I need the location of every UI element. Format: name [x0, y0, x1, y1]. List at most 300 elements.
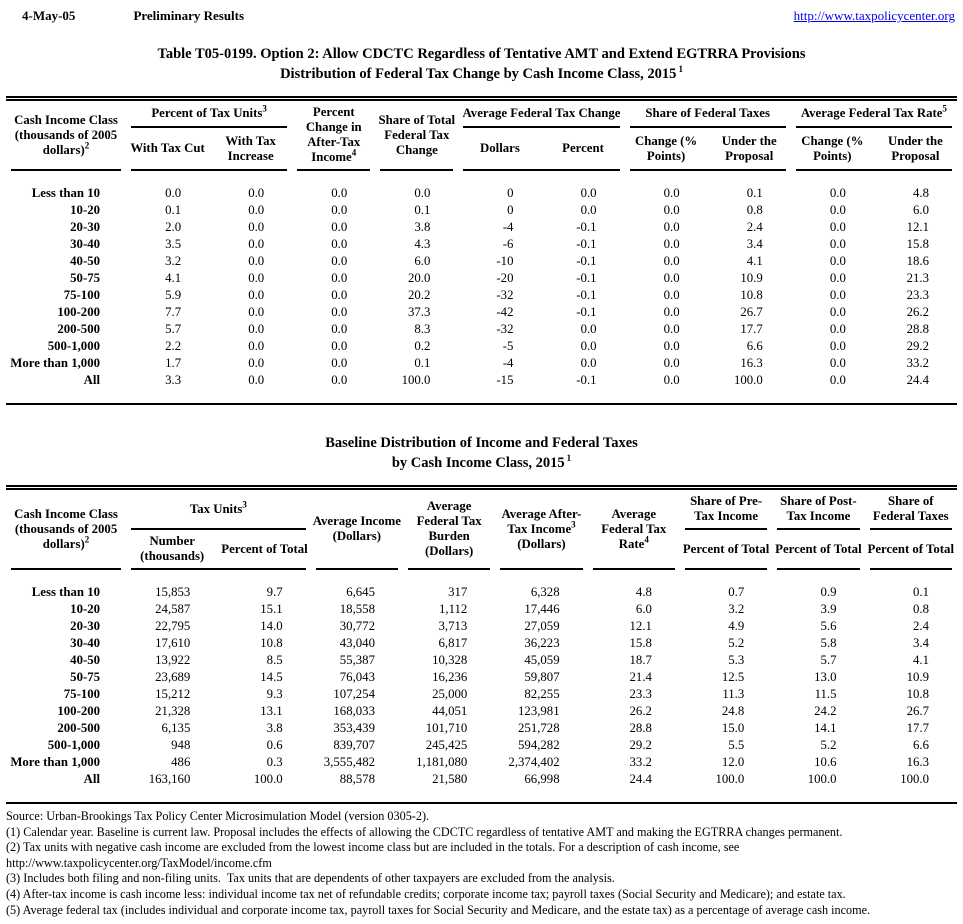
cell-value: 3.8 [266, 721, 283, 735]
page-header [6, 6, 957, 24]
cell-value: -15 [496, 373, 514, 387]
cell-value: 0.0 [331, 186, 348, 200]
cell-value: 5.9 [165, 288, 182, 302]
cell-value: 5.5 [728, 738, 745, 752]
table-row [6, 355, 957, 372]
table1-title-line1: Table T05-0199. Option 2: Allow CDCTC Regardless of Tentative AMT and Extend EGTRRA Provisions [157, 46, 806, 62]
row-label: 20-30 [70, 220, 100, 234]
baseline-distribution-table-header [6, 488, 957, 571]
cell-value: 8.5 [266, 653, 283, 667]
federal-tax-change-table-header [6, 99, 957, 172]
cell-value: 100.0 [900, 772, 929, 786]
taxpolicycenter-link[interactable]: http://www.taxpolicycenter.org [793, 8, 955, 23]
cell-value: 486 [171, 755, 191, 769]
cell-value: -5 [502, 339, 514, 353]
row-label: 10-20 [70, 602, 101, 616]
row-label: 100-200 [57, 704, 101, 718]
cell-value: 15,853 [155, 585, 191, 599]
cell-value: 0.0 [580, 322, 597, 336]
cell-value: 29.2 [629, 738, 652, 752]
cell-value: 4.1 [746, 254, 763, 268]
cell-value: 0.0 [829, 356, 846, 370]
cell-value: 14.5 [260, 670, 283, 684]
cell-value: 0 [507, 203, 514, 217]
row-label: 200-500 [57, 721, 101, 735]
cell-value: -0.1 [576, 237, 597, 251]
cell-value: 76,043 [339, 670, 375, 684]
cell-value: 0.8 [746, 203, 763, 217]
cell-value: 4.8 [913, 186, 929, 200]
cell-value: -0.1 [576, 220, 597, 234]
cell-value: 100.0 [715, 772, 745, 786]
cell-value: 0.0 [663, 305, 680, 319]
cell-value: 24.4 [906, 373, 929, 387]
column-group-share-of-pre-tax-income: Share of Pre-Tax Income [680, 488, 772, 531]
cell-value: 6.0 [913, 203, 929, 217]
cell-value: 0.0 [331, 373, 348, 387]
cell-value: 8.3 [414, 322, 431, 336]
cell-value: 45,059 [524, 653, 560, 667]
row-label: 100-200 [57, 305, 100, 319]
cell-value: 0.0 [248, 322, 265, 336]
cell-value: 594,282 [518, 738, 560, 752]
preliminary-results-label: Preliminary Results [133, 8, 245, 23]
cell-value: 29.2 [906, 339, 929, 353]
footnote-3: (3) Includes both filing and non-filing units. Tax units that are dependents of other taxpayers are excluded from the analysis. [6, 871, 615, 886]
cell-value: 6.6 [913, 738, 929, 752]
column-group-average-federal-tax-rate: Average Federal Tax Rate$^5$ [791, 99, 957, 129]
federal-tax-change-table-body [6, 171, 957, 404]
cell-value: 100.0 [401, 373, 431, 387]
cell-value: 3.2 [165, 254, 182, 268]
cell-value: 17.7 [906, 721, 929, 735]
cell-value: 0.0 [663, 271, 680, 285]
cell-value: 36,223 [524, 636, 560, 650]
cell-value: 21,580 [432, 772, 468, 786]
table-row [6, 219, 957, 236]
cell-value: 17.7 [740, 322, 763, 336]
cell-value: 10.9 [740, 271, 763, 285]
table-row [6, 304, 957, 321]
table-row [6, 618, 957, 635]
cell-value: 0.0 [248, 271, 265, 285]
table-row [6, 601, 957, 618]
row-label: 500-1,000 [47, 339, 100, 353]
cell-value: 0.0 [165, 186, 182, 200]
cell-value: -20 [496, 271, 514, 285]
cell-value: 123,981 [518, 704, 560, 718]
cell-value: 21.4 [629, 670, 652, 684]
baseline-distribution-table [6, 485, 957, 804]
cell-value: 0.7 [728, 585, 745, 599]
cell-value: 11.5 [814, 687, 837, 701]
row-label: 10-20 [70, 203, 100, 217]
cell-value: 0.0 [331, 254, 348, 268]
table-row [6, 570, 957, 601]
column-header-average-federal-tax-rate: Average Federal Tax Rate$^4$ [588, 488, 680, 571]
row-label: 75-100 [63, 288, 100, 302]
cell-value: 4.3 [414, 237, 431, 251]
cell-value: 10.8 [740, 288, 763, 302]
cell-value: 5.8 [820, 636, 837, 650]
cell-value: 0.1 [165, 203, 182, 217]
table-row [6, 236, 957, 253]
column-header-rate-under-proposal: Under the Proposal [874, 128, 957, 171]
cell-value: 33.2 [629, 755, 652, 769]
table-row [6, 754, 957, 771]
cell-value: 11.3 [722, 687, 745, 701]
cell-value: 5.7 [820, 653, 837, 667]
source-note: Source: Urban-Brookings Tax Policy Center Microsimulation Model (version 0305-2). [6, 809, 430, 823]
cell-value: 0.0 [829, 305, 846, 319]
footnote-1: (1) Calendar year. Baseline is current law. Proposal includes the effects of allowing the CDCTC regardless of tentative AMT and making the EGTRRA changes permanent. [6, 824, 843, 839]
cell-value: 15.1 [260, 602, 283, 616]
cell-value: 18.6 [906, 254, 929, 268]
table-row [6, 338, 957, 355]
table-row [6, 771, 957, 803]
table-row [6, 171, 957, 202]
row-label: 40-50 [70, 653, 101, 667]
cell-value: 168,033 [333, 704, 375, 718]
report-date: 4-May-05 [22, 8, 76, 23]
cell-value: 6.6 [746, 339, 763, 353]
column-header-dollars: Dollars [458, 128, 541, 171]
cell-value: 33.2 [906, 356, 929, 370]
cell-value: 3.3 [165, 373, 182, 387]
column-header-cash-income-class: Cash Income Class (thousands of 2005 dollars)$^2$ [6, 99, 126, 172]
table-row [6, 270, 957, 287]
cell-value: 0.0 [248, 254, 265, 268]
cell-value: 5.7 [165, 322, 182, 336]
cell-value: 26.7 [740, 305, 763, 319]
cell-value: 26.2 [629, 704, 652, 718]
cell-value: 10.9 [906, 670, 929, 684]
cell-value: 16.3 [740, 356, 763, 370]
cell-value: 44,051 [432, 704, 468, 718]
federal-tax-change-table [6, 96, 957, 405]
cell-value: 88,578 [339, 772, 375, 786]
cell-value: 23.3 [629, 687, 652, 701]
cell-value: 0.0 [829, 203, 846, 217]
footnote-2-url: http://www.taxpolicycenter.org/TaxModel/income.cfm [6, 855, 272, 870]
column-header-share-of-total-federal-tax-change: Share of Total Federal Tax Change [375, 99, 458, 172]
cell-value: 0.0 [663, 186, 680, 200]
cell-value: 10.8 [260, 636, 283, 650]
cell-value: 4.1 [165, 271, 182, 285]
cell-value: 25,000 [432, 687, 468, 701]
footnote-4: (4) After-tax income is cash income less: individual income tax net of refundable credits; corporate income tax; payroll taxes (Social Security and Medicare); and estate tax. [6, 886, 846, 901]
cell-value: 4.1 [913, 653, 929, 667]
cell-value: 0.0 [331, 322, 348, 336]
cell-value: 6.0 [635, 602, 652, 616]
cell-value: 3.4 [746, 237, 763, 251]
cell-value: 14.0 [260, 619, 283, 633]
cell-value: 82,255 [524, 687, 560, 701]
table-row [6, 287, 957, 304]
cell-value: 3.4 [913, 636, 929, 650]
cell-value: 0.0 [248, 203, 265, 217]
cell-value: 0.1 [414, 356, 431, 370]
cell-value: 0.3 [266, 755, 283, 769]
cell-value: 0.0 [829, 322, 846, 336]
cell-value: 3.8 [414, 220, 431, 234]
column-group-share-of-federal-taxes: Share of Federal Taxes [865, 488, 957, 531]
cell-value: 10.8 [906, 687, 929, 701]
cell-value: 16.3 [906, 755, 929, 769]
cell-value: 101,710 [425, 721, 468, 735]
cell-value: 24.8 [721, 704, 745, 718]
cell-value: -0.1 [576, 254, 597, 268]
column-header-share-change-points: Change (% Points) [625, 128, 708, 171]
cell-value: -4 [502, 356, 514, 370]
cell-value: 21.3 [906, 271, 929, 285]
cell-value: 0.0 [663, 322, 680, 336]
cell-value: 0.0 [248, 186, 265, 200]
cell-value: 12.1 [906, 220, 929, 234]
table-row [6, 652, 957, 669]
table2-title-line1: Baseline Distribution of Income and Federal Taxes [325, 435, 638, 451]
column-header-share-under-proposal: Under the Proposal [708, 128, 791, 171]
cell-value: 15,212 [155, 687, 191, 701]
cell-value: 0.0 [663, 203, 680, 217]
cell-value: 4.8 [635, 585, 652, 599]
column-header-average-after-tax-income: Average After-Tax Income$^3$ (Dollars) [495, 488, 587, 571]
cell-value: 0.0 [580, 186, 597, 200]
cell-value: 0.0 [248, 356, 265, 370]
cell-value: 18,558 [339, 602, 375, 616]
cell-value: 0.0 [248, 373, 265, 387]
footnote-5: (5) Average federal tax (includes individual and corporate income tax, payroll taxes for Social Security and Medicare, and the estate tax) as a percentage of average cash income. [6, 902, 871, 917]
cell-value: 55,387 [339, 653, 375, 667]
column-group-tax-units: Tax Units$^3$ [126, 488, 311, 531]
cell-value: 0.0 [248, 288, 265, 302]
cell-value: 0.0 [248, 237, 265, 251]
cell-value: 353,439 [333, 721, 375, 735]
cell-value: 20.2 [407, 288, 431, 302]
row-label: 50-75 [70, 271, 100, 285]
row-label: 30-40 [70, 636, 101, 650]
column-header-percent-change-after-tax-income: Percent Change in After-Tax Income$^4$ [292, 99, 375, 172]
cell-value: 13.1 [260, 704, 283, 718]
cell-value: 0.0 [829, 271, 846, 285]
column-header-cash-income-class: Cash Income Class (thousands of 2005 dollars)$^2$ [6, 488, 126, 571]
cell-value: 5.2 [820, 738, 837, 752]
table2-title-line2: by Cash Income Class, 2015 $^1$ [391, 453, 572, 471]
cell-value: 0.1 [414, 203, 431, 217]
cell-value: 16,236 [432, 670, 468, 684]
row-label: 75-100 [63, 687, 101, 701]
cell-value: 0.0 [331, 271, 348, 285]
cell-value: 0.0 [663, 373, 680, 387]
cell-value: 12.0 [721, 755, 745, 769]
cell-value: 10,328 [432, 653, 468, 667]
cell-value: 17,446 [524, 602, 560, 616]
cell-value: 100.0 [733, 373, 763, 387]
cell-value: 0.0 [829, 237, 846, 251]
cell-value: 13,922 [155, 653, 191, 667]
cell-value: 2.4 [913, 619, 929, 633]
cell-value: 0.6 [266, 738, 283, 752]
column-header-average-income: Average Income (Dollars) [311, 488, 403, 571]
cell-value: 59,807 [524, 670, 560, 684]
cell-value: 3.9 [820, 602, 837, 616]
cell-value: 4.9 [728, 619, 745, 633]
cell-value: 0.0 [414, 186, 431, 200]
row-label: 500-1,000 [47, 738, 101, 752]
cell-value: 0.0 [248, 339, 265, 353]
cell-value: 0.2 [414, 339, 431, 353]
cell-value: 26.2 [906, 305, 929, 319]
row-label: All [83, 772, 101, 786]
cell-value: 66,998 [524, 772, 560, 786]
cell-value: 245,425 [425, 738, 468, 752]
column-header-with-tax-increase: With Tax Increase [209, 128, 292, 171]
cell-value: 0.0 [331, 203, 348, 217]
baseline-distribution-table-body [6, 570, 957, 803]
table-row [6, 720, 957, 737]
cell-value: 1,112 [438, 602, 468, 616]
cell-value: 100.0 [807, 772, 837, 786]
column-header-number-thousands: Number (thousands) [126, 530, 218, 570]
cell-value: 1.7 [165, 356, 182, 370]
cell-value: -32 [496, 288, 514, 302]
cell-value: 22,795 [155, 619, 191, 633]
table-row [6, 737, 957, 754]
cell-value: 2.4 [746, 220, 763, 234]
cell-value: 7.7 [165, 305, 182, 319]
cell-value: 0.0 [580, 203, 597, 217]
column-group-average-federal-tax-change: Average Federal Tax Change [458, 99, 624, 129]
cell-value: 0.9 [820, 585, 837, 599]
cell-value: 23,689 [155, 670, 191, 684]
cell-value: 0.0 [331, 356, 348, 370]
cell-value: 2.2 [165, 339, 182, 353]
cell-value: 20.0 [407, 271, 431, 285]
cell-value: 948 [171, 738, 191, 752]
table-row [6, 372, 957, 404]
cell-value: 28.8 [629, 721, 652, 735]
table-row [6, 253, 957, 270]
table-row [6, 686, 957, 703]
row-label: Less than 10 [31, 186, 100, 200]
cell-value: 2.0 [165, 220, 182, 234]
cell-value: 15.8 [629, 636, 652, 650]
cell-value: 23.3 [906, 288, 929, 302]
cell-value: 0.0 [829, 254, 846, 268]
cell-value: -4 [502, 220, 514, 234]
row-label: Less than 10 [31, 585, 101, 599]
cell-value: 0.0 [663, 220, 680, 234]
cell-value: 24.2 [814, 704, 837, 718]
cell-value: 0.0 [829, 186, 846, 200]
cell-value: 3.2 [728, 602, 745, 616]
row-label: 50-75 [70, 670, 101, 684]
row-label: More than 1,000 [10, 356, 100, 370]
row-label: 40-50 [70, 254, 100, 268]
cell-value: 3,555,482 [323, 755, 375, 769]
cell-value: -10 [496, 254, 514, 268]
cell-value: 0.0 [663, 237, 680, 251]
table1-title [6, 44, 957, 84]
cell-value: 13.0 [814, 670, 837, 684]
cell-value: 14.1 [814, 721, 837, 735]
column-header-fed-taxes-percent-of-total: Percent of Total [865, 530, 957, 570]
table2-title [6, 433, 957, 473]
row-label: 200-500 [57, 322, 100, 336]
cell-value: 0.0 [829, 339, 846, 353]
cell-value: 0.0 [663, 288, 680, 302]
column-header-percent: Percent [541, 128, 624, 171]
cell-value: 43,040 [339, 636, 375, 650]
table1-title-line2: Distribution of Federal Tax Change by Cash Income Class, 2015 $^1$ [280, 64, 683, 82]
column-header-average-federal-tax-burden: Average Federal Tax Burden (Dollars) [403, 488, 495, 571]
cell-value: 0.0 [829, 220, 846, 234]
cell-value: 0.0 [829, 288, 846, 302]
cell-value: 37.3 [407, 305, 431, 319]
table-row [6, 703, 957, 720]
cell-value: 26.7 [906, 704, 929, 718]
cell-value: 12.1 [629, 619, 652, 633]
cell-value: 0.0 [331, 288, 348, 302]
row-label: More than 1,000 [10, 755, 101, 769]
row-label: 20-30 [70, 619, 101, 633]
cell-value: 163,160 [148, 772, 191, 786]
cell-value: 0.0 [331, 339, 348, 353]
column-group-percent-of-tax-units: Percent of Tax Units$^3$ [126, 99, 292, 129]
cell-value: -0.1 [576, 271, 597, 285]
column-header-percent-of-total: Percent of Total [218, 530, 310, 570]
footnote-2: (2) Tax units with negative cash income are excluded from the lowest income class but are included in the totals. For a description of cash income, see [6, 840, 740, 855]
cell-value: 5.6 [820, 619, 837, 633]
cell-value: 0.0 [580, 339, 597, 353]
cell-value: -32 [496, 322, 514, 336]
column-header-rate-change-points: Change (% Points) [791, 128, 874, 171]
footnotes [6, 809, 957, 918]
column-header-pre-tax-percent-of-total: Percent of Total [680, 530, 772, 570]
cell-value: 3,713 [438, 619, 468, 633]
cell-value: 100.0 [253, 772, 283, 786]
row-label: All [83, 373, 100, 387]
cell-value: 9.7 [266, 585, 283, 599]
cell-value: 12.5 [721, 670, 745, 684]
cell-value: 0.0 [663, 356, 680, 370]
cell-value: 24.4 [629, 772, 652, 786]
cell-value: 17,610 [155, 636, 191, 650]
cell-value: -0.1 [576, 373, 597, 387]
cell-value: 5.2 [728, 636, 745, 650]
cell-value: 0 [507, 186, 514, 200]
cell-value: 107,254 [333, 687, 375, 701]
cell-value: 6,817 [438, 636, 468, 650]
cell-value: 0.0 [663, 254, 680, 268]
column-header-with-tax-cut: With Tax Cut [126, 128, 209, 171]
table-row [6, 669, 957, 686]
cell-value: 3.5 [165, 237, 182, 251]
cell-value: 15.0 [721, 721, 745, 735]
cell-value: 18.7 [629, 653, 652, 667]
cell-value: 5.3 [728, 653, 745, 667]
cell-value: 10.6 [814, 755, 837, 769]
cell-value: -42 [496, 305, 514, 319]
cell-value: -0.1 [576, 288, 597, 302]
cell-value: 1,181,080 [416, 755, 468, 769]
cell-value: -0.1 [576, 305, 597, 319]
cell-value: 6,135 [161, 721, 191, 735]
cell-value: 251,728 [518, 721, 560, 735]
table-row [6, 321, 957, 338]
cell-value: 0.0 [331, 220, 348, 234]
cell-value: 317 [448, 585, 468, 599]
